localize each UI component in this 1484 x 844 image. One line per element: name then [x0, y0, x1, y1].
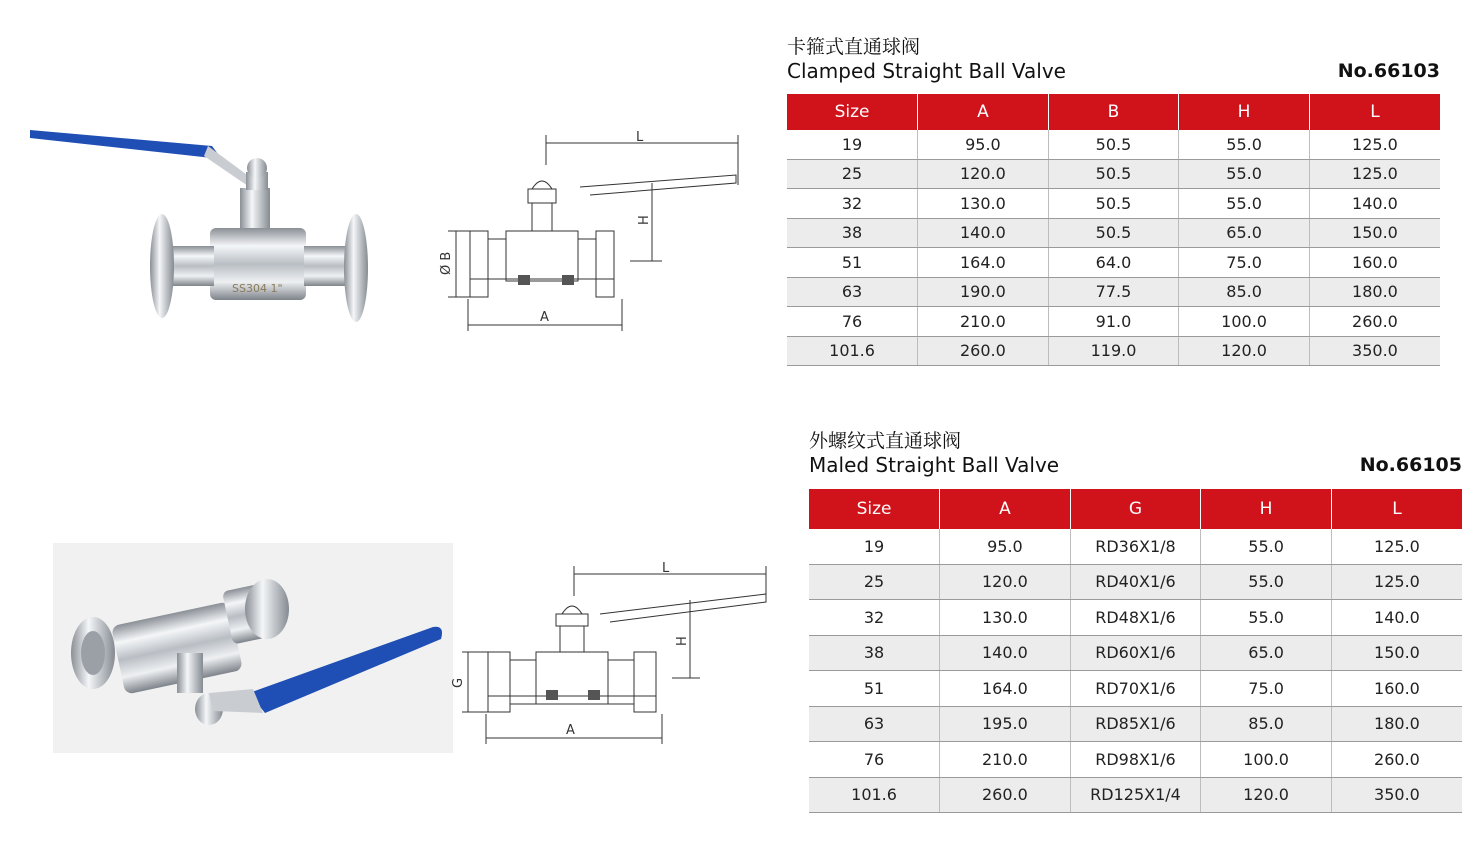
table-row — [787, 130, 1440, 159]
table-cell: 50.5 — [1048, 189, 1179, 219]
dimension-b: Ø B — [439, 251, 454, 275]
title-english: Clamped Straight Ball Valve — [787, 59, 1066, 83]
table-cell: 210.0 — [940, 742, 1071, 778]
table-cell: 19 — [787, 130, 918, 159]
table-cell: 260.0 — [1309, 307, 1440, 337]
product-title-clamped — [787, 36, 1066, 84]
table-cell: RD85X1/6 — [1070, 706, 1201, 742]
column-header: Size — [809, 489, 940, 529]
table-row — [787, 189, 1440, 219]
table-row — [809, 635, 1462, 671]
table-cell: 65.0 — [1201, 635, 1332, 671]
table-cell: 75.0 — [1179, 248, 1310, 278]
table-cell: RD40X1/6 — [1070, 564, 1201, 600]
table-cell: 125.0 — [1309, 130, 1440, 159]
column-header: A — [918, 94, 1049, 130]
table-cell: 91.0 — [1048, 307, 1179, 337]
table-row — [809, 529, 1462, 564]
table-row — [787, 277, 1440, 307]
table-cell: 64.0 — [1048, 248, 1179, 278]
table-cell: RD36X1/8 — [1070, 529, 1201, 564]
table-cell: 76 — [787, 307, 918, 337]
table-cell: 150.0 — [1309, 218, 1440, 248]
model-number: No.66103 — [1337, 60, 1440, 82]
table-cell: 350.0 — [1331, 777, 1462, 813]
table-cell: 63 — [809, 706, 940, 742]
title-chinese: 外螺纹式直通球阀 — [809, 430, 962, 452]
table-cell: 100.0 — [1179, 307, 1310, 337]
dimension-h: H — [675, 636, 690, 646]
table-row — [787, 336, 1440, 366]
table-header-row — [787, 94, 1440, 130]
table-cell: 260.0 — [1331, 742, 1462, 778]
column-header: H — [1201, 489, 1332, 529]
table-cell: 38 — [809, 635, 940, 671]
title-english: Maled Straight Ball Valve — [809, 453, 1060, 477]
clamped-valve-photo — [22, 118, 382, 328]
table-header-row — [809, 489, 1462, 529]
table-cell: 55.0 — [1201, 564, 1332, 600]
column-header: B — [1048, 94, 1179, 130]
table-cell: 38 — [787, 218, 918, 248]
table-cell: 55.0 — [1201, 600, 1332, 636]
table-cell: 164.0 — [940, 671, 1071, 707]
table-row — [787, 307, 1440, 337]
dimension-h: H — [637, 215, 652, 225]
product-title-maled — [809, 430, 1059, 478]
table-row — [787, 248, 1440, 278]
table-cell: 140.0 — [1309, 189, 1440, 219]
table-cell: 350.0 — [1309, 336, 1440, 366]
table-cell: 130.0 — [940, 600, 1071, 636]
table-cell: 101.6 — [809, 777, 940, 813]
column-header: L — [1331, 489, 1462, 529]
table-cell: 55.0 — [1179, 130, 1310, 159]
column-header: A — [940, 489, 1071, 529]
table-cell: RD98X1/6 — [1070, 742, 1201, 778]
table-cell: RD125X1/4 — [1070, 777, 1201, 813]
table-cell: 195.0 — [940, 706, 1071, 742]
table-cell: 260.0 — [940, 777, 1071, 813]
valve-marking: SS304 1" — [232, 282, 283, 295]
table-cell: 63 — [787, 277, 918, 307]
table-cell: 125.0 — [1331, 564, 1462, 600]
maled-valve-photo — [53, 543, 453, 753]
column-header: H — [1179, 94, 1310, 130]
table-cell: 55.0 — [1179, 189, 1310, 219]
table-cell: 120.0 — [1179, 336, 1310, 366]
table-cell: 75.0 — [1201, 671, 1332, 707]
dimension-a: A — [540, 310, 549, 325]
table-cell: 125.0 — [1331, 529, 1462, 564]
title-chinese: 卡箍式直通球阀 — [787, 36, 921, 58]
maled-valve-drawing — [450, 560, 780, 750]
table-row — [809, 777, 1462, 813]
table-row — [809, 600, 1462, 636]
table-cell: 77.5 — [1048, 277, 1179, 307]
table-cell: 51 — [787, 248, 918, 278]
table-cell: 85.0 — [1201, 706, 1332, 742]
table-cell: 95.0 — [918, 130, 1049, 159]
table-cell: 180.0 — [1331, 706, 1462, 742]
column-header: L — [1309, 94, 1440, 130]
table-cell: 76 — [809, 742, 940, 778]
column-header: Size — [787, 94, 918, 130]
table-cell: 95.0 — [940, 529, 1071, 564]
table-cell: 19 — [809, 529, 940, 564]
table-cell: RD48X1/6 — [1070, 600, 1201, 636]
table-cell: 125.0 — [1309, 159, 1440, 189]
model-number: No.66105 — [1359, 454, 1462, 476]
dimension-l: L — [636, 130, 644, 145]
dimension-g: G — [451, 677, 466, 688]
dimension-a: A — [566, 723, 575, 738]
table-cell: 190.0 — [918, 277, 1049, 307]
table-cell: 55.0 — [1201, 529, 1332, 564]
table-cell: 65.0 — [1179, 218, 1310, 248]
table-cell: 119.0 — [1048, 336, 1179, 366]
table-cell: 85.0 — [1179, 277, 1310, 307]
clamped-valve-drawing — [430, 125, 750, 335]
table-cell: 180.0 — [1309, 277, 1440, 307]
table-cell: 50.5 — [1048, 130, 1179, 159]
table-cell: 50.5 — [1048, 218, 1179, 248]
table-cell: 150.0 — [1331, 635, 1462, 671]
table-cell: 120.0 — [918, 159, 1049, 189]
spec-table-maled — [809, 489, 1462, 813]
table-cell: 130.0 — [918, 189, 1049, 219]
table-cell: 32 — [787, 189, 918, 219]
table-cell: RD70X1/6 — [1070, 671, 1201, 707]
dimension-l: L — [662, 561, 670, 576]
spec-table-clamped — [787, 94, 1440, 366]
table-cell: 120.0 — [940, 564, 1071, 600]
table-cell: 140.0 — [940, 635, 1071, 671]
table-row — [787, 218, 1440, 248]
table-cell: 140.0 — [918, 218, 1049, 248]
column-header: G — [1070, 489, 1201, 529]
table-row — [809, 706, 1462, 742]
table-cell: 55.0 — [1179, 159, 1310, 189]
table-cell: 160.0 — [1309, 248, 1440, 278]
table-cell: 210.0 — [918, 307, 1049, 337]
table-row — [787, 159, 1440, 189]
table-cell: 32 — [809, 600, 940, 636]
table-cell: 101.6 — [787, 336, 918, 366]
table-cell: 25 — [809, 564, 940, 600]
table-cell: 164.0 — [918, 248, 1049, 278]
table-cell: 50.5 — [1048, 159, 1179, 189]
table-cell: 260.0 — [918, 336, 1049, 366]
table-row — [809, 564, 1462, 600]
table-cell: 51 — [809, 671, 940, 707]
table-cell: 25 — [787, 159, 918, 189]
table-cell: RD60X1/6 — [1070, 635, 1201, 671]
table-row — [809, 671, 1462, 707]
table-cell: 100.0 — [1201, 742, 1332, 778]
table-row — [809, 742, 1462, 778]
table-cell: 140.0 — [1331, 600, 1462, 636]
table-cell: 160.0 — [1331, 671, 1462, 707]
table-cell: 120.0 — [1201, 777, 1332, 813]
